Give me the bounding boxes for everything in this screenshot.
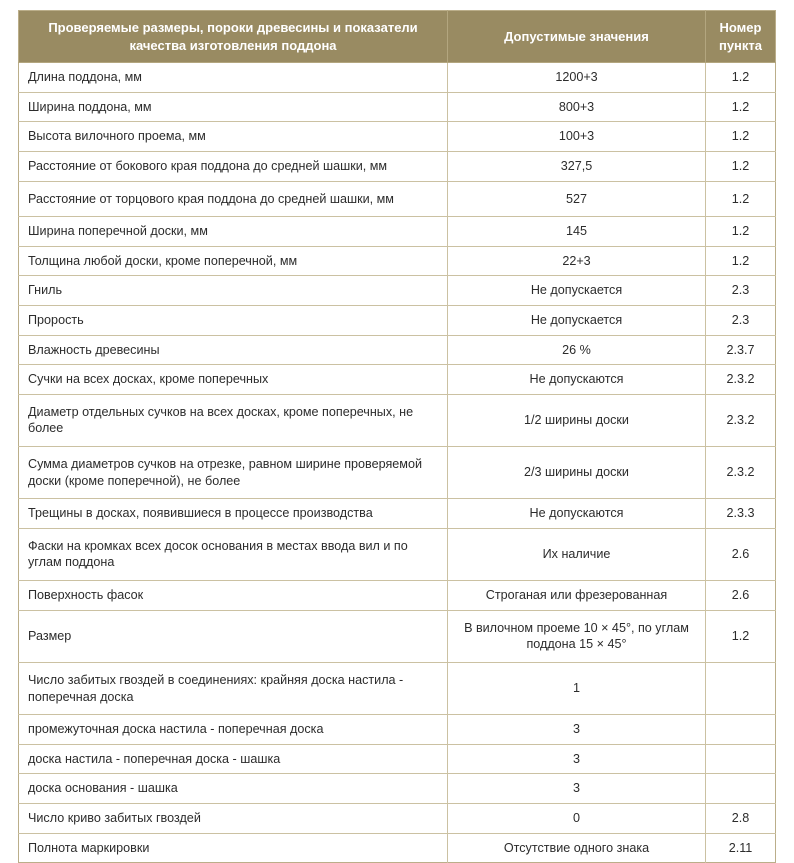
cell-parameter: Расстояние от торцового края поддона до средней шашки, мм: [19, 181, 448, 217]
table-row: [19, 833, 776, 863]
cell-value: 22+3: [448, 246, 706, 276]
cell-value: 527: [448, 181, 706, 217]
cell-value: 145: [448, 217, 706, 247]
table-row: [19, 63, 776, 93]
table-row: [19, 744, 776, 774]
cell-clause: 2.6: [706, 581, 776, 611]
pallet-specification-table: [18, 10, 776, 863]
cell-clause: 1.2: [706, 151, 776, 181]
cell-parameter: Диаметр отдельных сучков на всех досках, кроме поперечных, не более: [19, 394, 448, 446]
cell-value: 26 %: [448, 335, 706, 365]
column-header-parameter: Проверяемые размеры, пороки древесины и показатели качества изготовления поддона: [19, 11, 448, 63]
cell-parameter: Фаски на кромках всех досок основания в местах ввода вил и по углам поддона: [19, 528, 448, 580]
table-header-row: [19, 11, 776, 63]
cell-parameter: Сумма диаметров сучков на отрезке, равном ширине проверяемой доски (кроме поперечной), не более: [19, 447, 448, 499]
cell-clause: 2.3.7: [706, 335, 776, 365]
cell-clause: 2.8: [706, 803, 776, 833]
cell-clause: 2.3.3: [706, 499, 776, 529]
table-row: [19, 181, 776, 217]
table-row: [19, 774, 776, 804]
cell-clause: 1.2: [706, 92, 776, 122]
cell-parameter: Ширина поддона, мм: [19, 92, 448, 122]
cell-parameter: Гниль: [19, 276, 448, 306]
cell-parameter: промежуточная доска настила - поперечная доска: [19, 715, 448, 745]
cell-parameter: доска настила - поперечная доска - шашка: [19, 744, 448, 774]
column-header-value: Допустимые значения: [448, 11, 706, 63]
table-row: [19, 217, 776, 247]
table-row: [19, 92, 776, 122]
cell-parameter: Влажность древесины: [19, 335, 448, 365]
cell-value: 3: [448, 715, 706, 745]
cell-clause: 2.3: [706, 276, 776, 306]
cell-parameter: Поверхность фасок: [19, 581, 448, 611]
cell-value: В вилочном проеме 10 × 45°, по углам поддона 15 × 45°: [448, 610, 706, 662]
table-row: [19, 365, 776, 395]
table-row: [19, 122, 776, 152]
cell-parameter: Число забитых гвоздей в соединениях: крайняя доска настила - поперечная доска: [19, 662, 448, 714]
table-row: [19, 447, 776, 499]
cell-parameter: доска основания - шашка: [19, 774, 448, 804]
table-row: [19, 394, 776, 446]
cell-value: 1/2 ширины доски: [448, 394, 706, 446]
cell-parameter: Сучки на всех досках, кроме поперечных: [19, 365, 448, 395]
table-body: [19, 63, 776, 863]
cell-value: 3: [448, 774, 706, 804]
table-row: [19, 803, 776, 833]
table-row: [19, 276, 776, 306]
table-row: [19, 662, 776, 714]
cell-value: Не допускается: [448, 305, 706, 335]
cell-parameter: Расстояние от бокового края поддона до средней шашки, мм: [19, 151, 448, 181]
cell-clause: [706, 774, 776, 804]
cell-clause: 2.11: [706, 833, 776, 863]
cell-clause: 1.2: [706, 181, 776, 217]
cell-clause: 2.3.2: [706, 447, 776, 499]
table-row: [19, 715, 776, 745]
cell-value: 327,5: [448, 151, 706, 181]
cell-value: 0: [448, 803, 706, 833]
table-row: [19, 305, 776, 335]
column-header-clause: Номер пункта: [706, 11, 776, 63]
cell-clause: [706, 715, 776, 745]
cell-clause: 2.6: [706, 528, 776, 580]
cell-value: 100+3: [448, 122, 706, 152]
cell-clause: 1.2: [706, 610, 776, 662]
cell-parameter: Размер: [19, 610, 448, 662]
cell-clause: 2.3: [706, 305, 776, 335]
cell-parameter: Трещины в досках, появившиеся в процессе производства: [19, 499, 448, 529]
cell-parameter: Высота вилочного проема, мм: [19, 122, 448, 152]
table-row: [19, 499, 776, 529]
cell-value: Их наличие: [448, 528, 706, 580]
cell-clause: 1.2: [706, 63, 776, 93]
table-row: [19, 151, 776, 181]
cell-clause: 1.2: [706, 246, 776, 276]
cell-value: Строганая или фрезерованная: [448, 581, 706, 611]
cell-clause: [706, 744, 776, 774]
cell-value: 1: [448, 662, 706, 714]
cell-value: Отсутствие одного знака: [448, 833, 706, 863]
cell-value: 3: [448, 744, 706, 774]
cell-value: 800+3: [448, 92, 706, 122]
table-row: [19, 528, 776, 580]
cell-parameter: Ширина поперечной доски, мм: [19, 217, 448, 247]
cell-value: 1200+3: [448, 63, 706, 93]
cell-parameter: Число криво забитых гвоздей: [19, 803, 448, 833]
cell-value: Не допускается: [448, 276, 706, 306]
cell-clause: [706, 662, 776, 714]
cell-parameter: Полнота маркировки: [19, 833, 448, 863]
cell-parameter: Прорость: [19, 305, 448, 335]
cell-parameter: Толщина любой доски, кроме поперечной, мм: [19, 246, 448, 276]
cell-clause: 1.2: [706, 122, 776, 152]
cell-clause: 2.3.2: [706, 365, 776, 395]
cell-value: Не допускаются: [448, 365, 706, 395]
cell-value: 2/3 ширины доски: [448, 447, 706, 499]
cell-value: Не допускаются: [448, 499, 706, 529]
table-row: [19, 581, 776, 611]
table-row: [19, 335, 776, 365]
table-header: [19, 11, 776, 63]
cell-clause: 1.2: [706, 217, 776, 247]
table-row: [19, 246, 776, 276]
cell-parameter: Длина поддона, мм: [19, 63, 448, 93]
cell-clause: 2.3.2: [706, 394, 776, 446]
table-row: [19, 610, 776, 662]
